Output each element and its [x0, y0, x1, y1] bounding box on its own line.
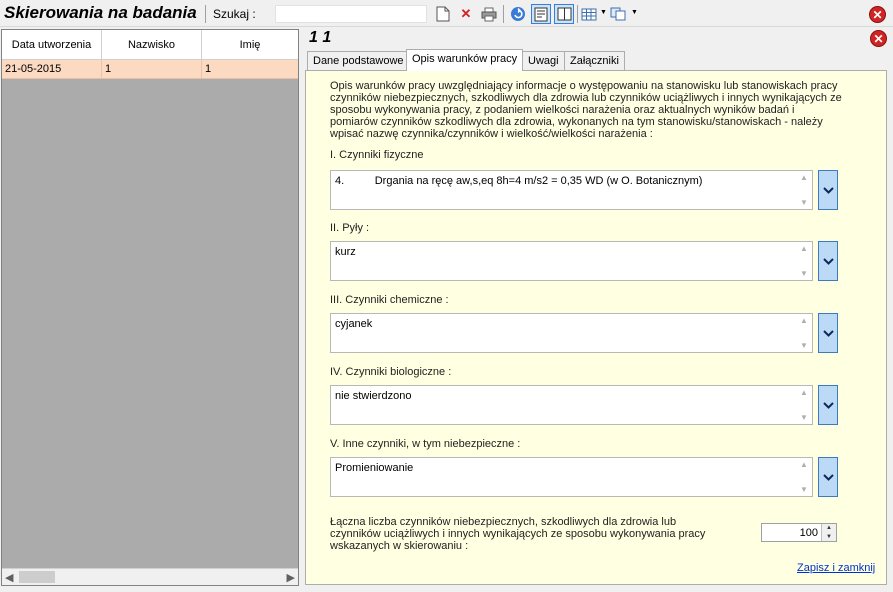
section-label-pyly: II. Pyły : — [330, 222, 370, 234]
chevron-down-icon — [823, 402, 834, 409]
scroll-right-icon[interactable]: ▶ — [286, 572, 295, 584]
save-and-close-link[interactable]: Zapisz i zamknij — [797, 562, 876, 574]
records-grid — [1, 29, 299, 586]
field-scrollbar[interactable]: ▲ ▼ — [800, 388, 808, 422]
field-value: kurz — [335, 246, 356, 258]
horizontal-scrollbar[interactable] — [2, 568, 298, 585]
toolbar-separator — [503, 5, 504, 23]
total-count-value: 100 — [799, 527, 818, 539]
toolbar-separator — [205, 5, 206, 23]
search-label: Szukaj : — [213, 7, 256, 21]
column-header-imie[interactable]: Imię — [239, 38, 261, 51]
refresh-icon[interactable] — [508, 4, 528, 24]
field-czynniki-chemiczne[interactable] — [330, 313, 813, 353]
dropdown-button-inne[interactable] — [818, 457, 838, 497]
dropdown-button-biologiczne[interactable] — [818, 385, 838, 425]
scrollbar-thumb[interactable] — [19, 571, 55, 583]
conditions-form — [305, 70, 887, 585]
field-scrollbar[interactable]: ▲ ▼ — [800, 173, 808, 207]
section-label-biologiczne: IV. Czynniki biologiczne : — [330, 366, 452, 378]
top-toolbar — [0, 0, 893, 27]
column-header-nazwisko[interactable]: Nazwisko — [102, 30, 202, 59]
cell-imie: 1 — [205, 63, 212, 75]
field-value: Promieniowanie — [335, 462, 414, 474]
new-document-icon[interactable] — [433, 4, 453, 24]
grid-header — [2, 30, 298, 60]
cell-nazwisko: 1 — [102, 60, 202, 78]
field-scrollbar[interactable]: ▲ ▼ — [800, 316, 808, 350]
app-title: Skierowania na badania — [4, 3, 197, 22]
section-label-inne: V. Inne czynniki, w tym niebezpieczne : — [330, 438, 521, 450]
dropdown-button-pyly[interactable] — [818, 241, 838, 281]
tab-opis-warunkow-pracy[interactable]: Opis warunków pracy — [406, 49, 523, 71]
record-title: 1 1 — [309, 29, 332, 46]
search-input[interactable] — [275, 5, 427, 23]
chevron-down-icon[interactable]: ▼ — [600, 9, 607, 16]
total-count-stepper[interactable] — [761, 523, 837, 542]
field-scrollbar[interactable]: ▲ ▼ — [800, 244, 808, 278]
field-value: nie stwierdzono — [335, 390, 412, 402]
field-czynniki-biologiczne[interactable] — [330, 385, 813, 425]
copy-icon[interactable] — [608, 4, 628, 24]
field-inne-czynniki[interactable] — [330, 457, 813, 497]
field-pyly[interactable] — [330, 241, 813, 281]
column-header-date[interactable]: Data utworzenia — [2, 30, 102, 59]
chevron-down-icon — [823, 330, 834, 337]
close-record-icon[interactable]: ✕ — [870, 30, 887, 47]
section-label-chemiczne: III. Czynniki chemiczne : — [330, 294, 449, 306]
close-icon[interactable]: ✕ — [869, 6, 886, 23]
tab-zalaczniki[interactable]: Załączniki — [564, 51, 625, 70]
delete-icon[interactable]: ✕ — [460, 6, 472, 21]
split-view-icon[interactable] — [554, 4, 574, 24]
intro-text: Opis warunków pracy uwzględniający informacje o występowaniu na stanowisku lub stanowiskach pracy czynników niebezpiecznych, szkodliwych dla zdrowia lub czynników uciążliwych i innych wynikających ze sposobu wykonywania pracy, z podaniem wielkości narażenia oraz aktualnych wyników badań i pomiarów czynników szkodliwych dla zdrowia, wykonanych na tym stanowisku/stanowiskach - należy wpisać nazwę czynnika/czynników i wielkość/wielkości narażenia : — [330, 80, 842, 140]
tab-uwagi[interactable]: Uwagi — [522, 51, 565, 70]
chevron-down-icon — [823, 258, 834, 265]
toolbar-separator — [577, 5, 578, 23]
scroll-left-icon[interactable]: ◀ — [5, 572, 14, 584]
field-value: cyjanek — [335, 318, 373, 330]
dropdown-button-fizyczne[interactable] — [818, 170, 838, 210]
field-czynniki-fizyczne[interactable] — [330, 170, 813, 210]
cell-date: 21-05-2015 — [2, 60, 102, 78]
spin-buttons[interactable]: ▲ ▼ — [821, 524, 836, 541]
field-scrollbar[interactable]: ▲ ▼ — [800, 460, 808, 494]
field-value: 4. Drgania na ręcę aw,s,eq 8h=4 m/s2 = 0,35 WD (w O. Botanicznym) — [335, 175, 703, 187]
chevron-down-icon[interactable]: ▼ — [631, 9, 638, 16]
chevron-down-icon — [823, 474, 834, 481]
report-icon[interactable] — [531, 4, 551, 24]
dropdown-button-chemiczne[interactable] — [818, 313, 838, 353]
print-icon[interactable] — [479, 4, 499, 24]
grid-icon[interactable] — [579, 4, 599, 24]
table-row[interactable] — [2, 60, 298, 79]
section-label-fizyczne: I. Czynniki fizyczne — [330, 149, 424, 161]
chevron-down-icon — [823, 187, 834, 194]
total-label: Łączna liczba czynników niebezpiecznych, szkodliwych dla zdrowia lub czynników uciążliwych i innych wynikających ze sposobu wykonywania pracy wskazanych w skierowaniu : — [330, 516, 706, 552]
tab-dane-podstawowe[interactable]: Dane podstawowe — [307, 51, 410, 70]
